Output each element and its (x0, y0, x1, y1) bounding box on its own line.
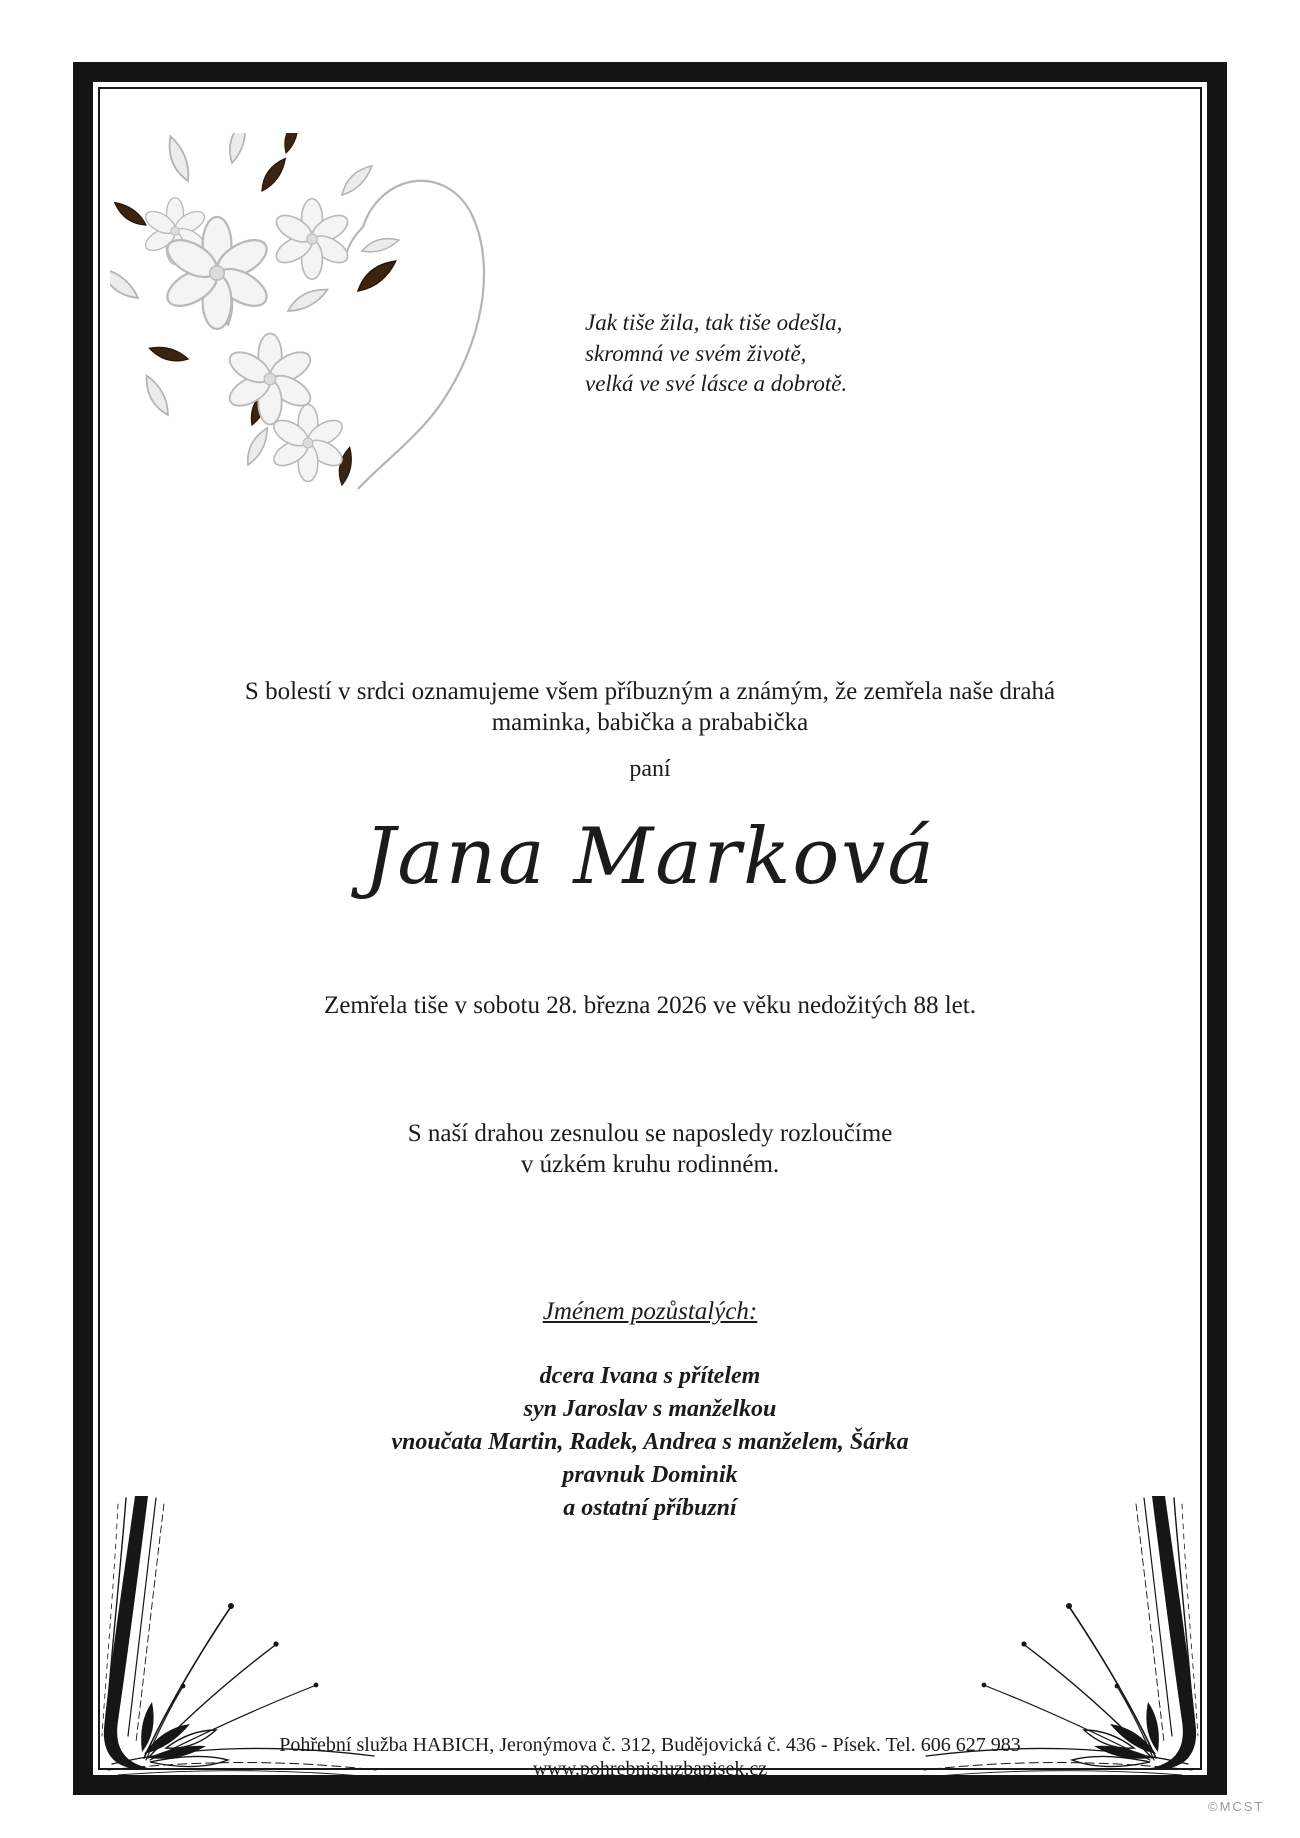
mourner-line: syn Jaroslav s manželkou (523, 1396, 777, 1423)
farewell-line: v úzkém kruhu rodinném. (520, 1151, 780, 1178)
mourner-line: a ostatní příbuzní (563, 1495, 737, 1522)
floral-heart-icon (110, 133, 510, 503)
quote-line: Jak tiše žila, tak tiše odešla, (585, 310, 843, 335)
quote-line: skromná ve svém životě, (585, 340, 807, 366)
mourner-line: dcera Ivana s přítelem (539, 1363, 761, 1389)
memorial-quote (585, 308, 915, 400)
quote-line: velká ve své lásce a dobrotě. (585, 371, 848, 397)
mourners-heading: Jménem pozůstalých: (542, 1298, 758, 1325)
deceased-name: Jana Marková (364, 812, 936, 902)
farewell-notice (0, 1118, 1300, 1180)
death-announcement (120, 676, 1180, 738)
announcement-line: S bolestí v srdci oznamujeme všem příbuzným a známým, že zemřela naše drahá (244, 678, 1056, 705)
copyright-watermark: ©MCST (1208, 1799, 1265, 1814)
announcement-line: maminka, babička a prababička (491, 709, 809, 736)
death-date-line: Zemřela tiše v sobotu 28. března 2026 ve věku nedožitých 88 let. (324, 992, 976, 1019)
botanical-flourish-right-icon (922, 1496, 1222, 1784)
farewell-line: S naší drahou zesnulou se naposledy rozloučíme (407, 1120, 893, 1147)
mourner-line: pravnuk Dominik (562, 1462, 738, 1489)
footer-website: www.pohrebnisluzbapisek.cz (532, 1758, 768, 1781)
mourner-line: vnoučata Martin, Radek, Andrea s manželem, Šárka (391, 1429, 909, 1456)
botanical-flourish-left-icon (78, 1496, 378, 1784)
salutation: paní (629, 756, 671, 782)
footer-address-line: Pohřební služba HABICH, Jeronýmova č. 312, Budějovická č. 436 - Písek. Tel. 606 627 983 (279, 1734, 1021, 1756)
